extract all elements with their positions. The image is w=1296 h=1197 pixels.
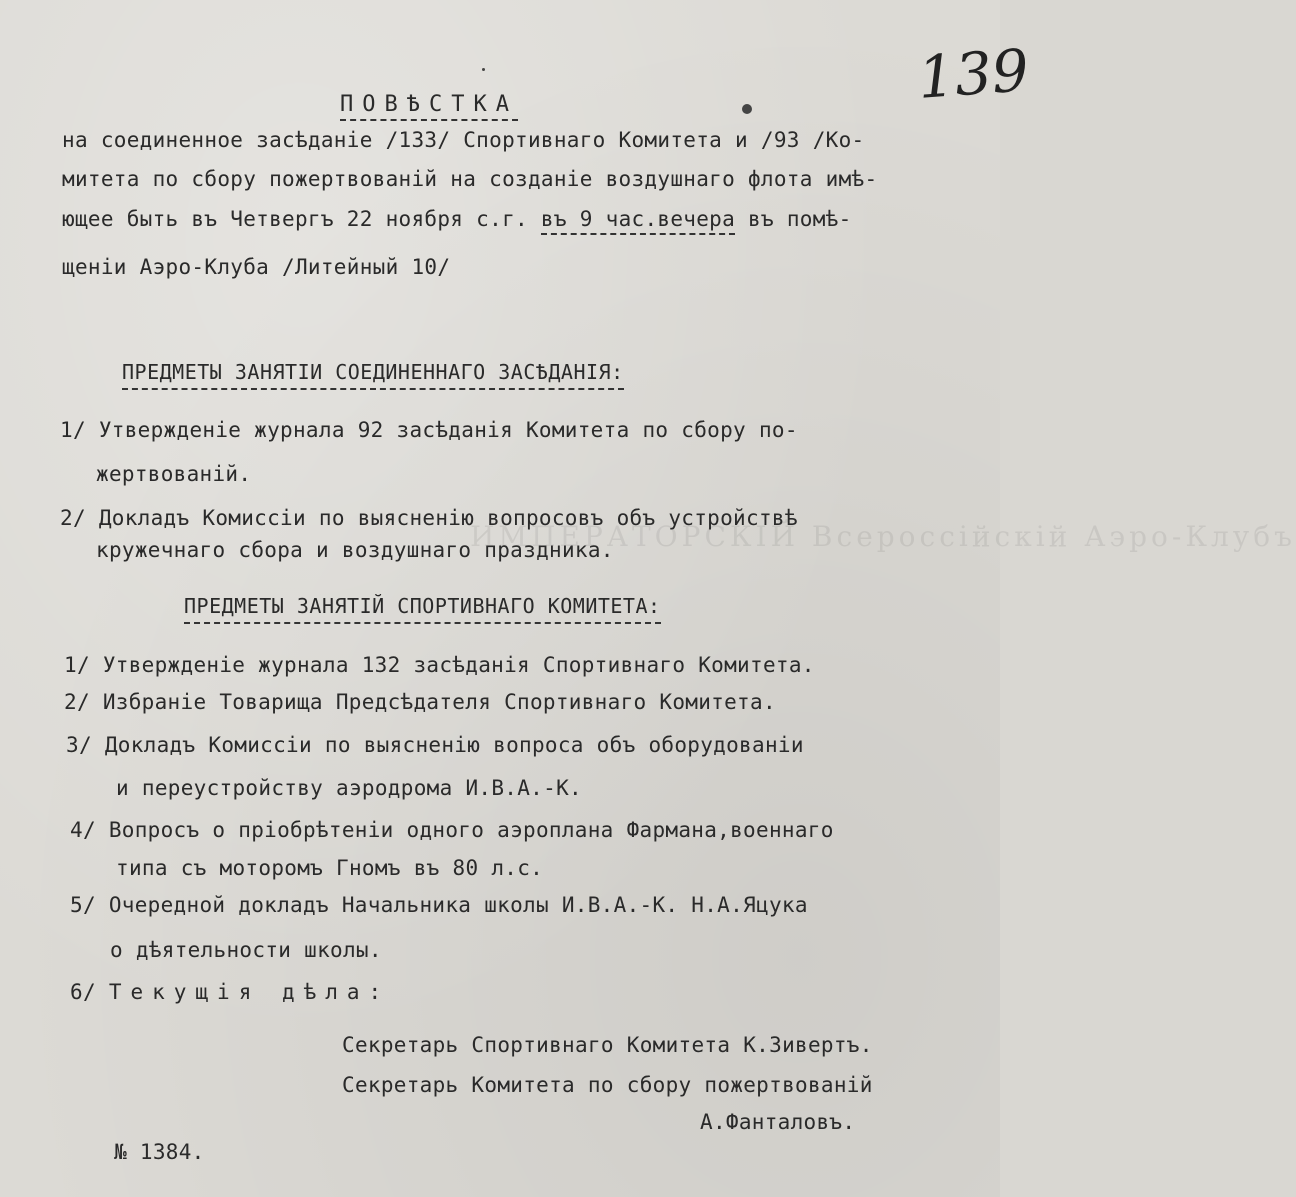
document-title: ПОВѢСТКА — [340, 92, 518, 121]
ink-dot — [482, 68, 485, 71]
sport-item-2 — [64, 690, 776, 714]
sport-item-5-cont: о дѣятельности школы. — [110, 938, 382, 962]
sport-item-6 — [70, 980, 390, 1004]
joint-item-2 — [60, 506, 798, 530]
joint-item-1 — [60, 418, 798, 442]
item-number: 5/ — [70, 893, 96, 917]
item-text: Утвержденіе журнала 132 засѣданія Спортивнаго Комитета. — [102, 653, 815, 677]
item-text: Докладъ Комиссіи по выясненію вопроса объ оборудованіи — [104, 733, 804, 757]
bleed-through-letterhead: ИМПЕРАТОРСКІЙ Всероссійскій Аэро-Клубъ — [470, 520, 1296, 553]
item-text: Утвержденіе журнала 92 засѣданія Комитета по сбору по- — [98, 418, 798, 442]
item-number: 6/ — [70, 980, 96, 1004]
joint-item-1-cont: жертвованій. — [96, 462, 252, 486]
sport-item-3-cont: и переустройству аэродрома И.В.А.-К. — [116, 776, 582, 800]
joint-item-2-cont: кружечнаго сбора и воздушнаго праздника. — [96, 538, 614, 562]
intro-line-3-end: въ помѣ- — [735, 207, 852, 231]
intro-line-3-start: ющее быть въ Четвергъ 22 ноября с.г. — [62, 207, 541, 231]
item-number: 2/ — [64, 690, 90, 714]
intro-line-1: на соединенное засѣданіе /133/ Спортивнаго Комитета и /93 /Ко- — [62, 128, 865, 152]
intro-line-2: митета по сбору пожертвованій на созданіе воздушнаго флота имѣ- — [62, 167, 878, 191]
sport-item-4-cont: типа съ моторомъ Гномъ въ 80 л.с. — [116, 856, 544, 880]
sport-item-4 — [70, 818, 834, 842]
item-text: Избраніе Товарища Предсѣдателя Спортивнаго Комитета. — [102, 690, 776, 714]
ink-spot — [742, 104, 752, 114]
sport-item-5 — [70, 893, 808, 917]
item-number: 3/ — [66, 733, 92, 757]
item-text: Вопросъ о пріобрѣтеніи одного аэроплана Фармана,военнаго — [108, 818, 834, 842]
meeting-time: въ 9 час.вечера — [541, 207, 735, 235]
item-number: 4/ — [70, 818, 96, 842]
signature-name: А.Фанталовъ. — [700, 1110, 856, 1134]
intro-line-4: щеніи Аэро-Клуба /Литейный 10/ — [62, 255, 451, 279]
signature-sport-secretary: Секретарь Спортивнаго Комитета К.Зивертъ. — [342, 1033, 873, 1057]
item-number: 1/ — [64, 653, 90, 677]
joint-session-heading: ПРЕДМЕТЫ ЗАНЯТІИ СОЕДИНЕННАГО ЗАСѢДАНІЯ: — [122, 360, 624, 390]
item-number: 1/ — [60, 418, 86, 442]
folio-number: 139 — [915, 36, 1031, 112]
signature-donation-secretary: Секретарь Комитета по сбору пожертвованій — [342, 1073, 873, 1097]
item-number: 2/ — [60, 506, 86, 530]
item-text: Текущія дѣла: — [108, 980, 391, 1004]
intro-line-3 — [62, 207, 852, 231]
sport-committee-heading: ПРЕДМЕТЫ ЗАНЯТІЙ СПОРТИВНАГО КОМИТЕТА: — [184, 594, 661, 624]
sport-item-1 — [64, 653, 815, 677]
item-text: Очередной докладъ Начальника школы И.В.А.-К. Н.А.Яцука — [108, 893, 808, 917]
document-number: № 1384. — [114, 1140, 205, 1164]
item-text: Докладъ Комиссіи по выясненію вопросовъ объ устройствѣ — [98, 506, 798, 530]
sport-item-3 — [66, 733, 804, 757]
